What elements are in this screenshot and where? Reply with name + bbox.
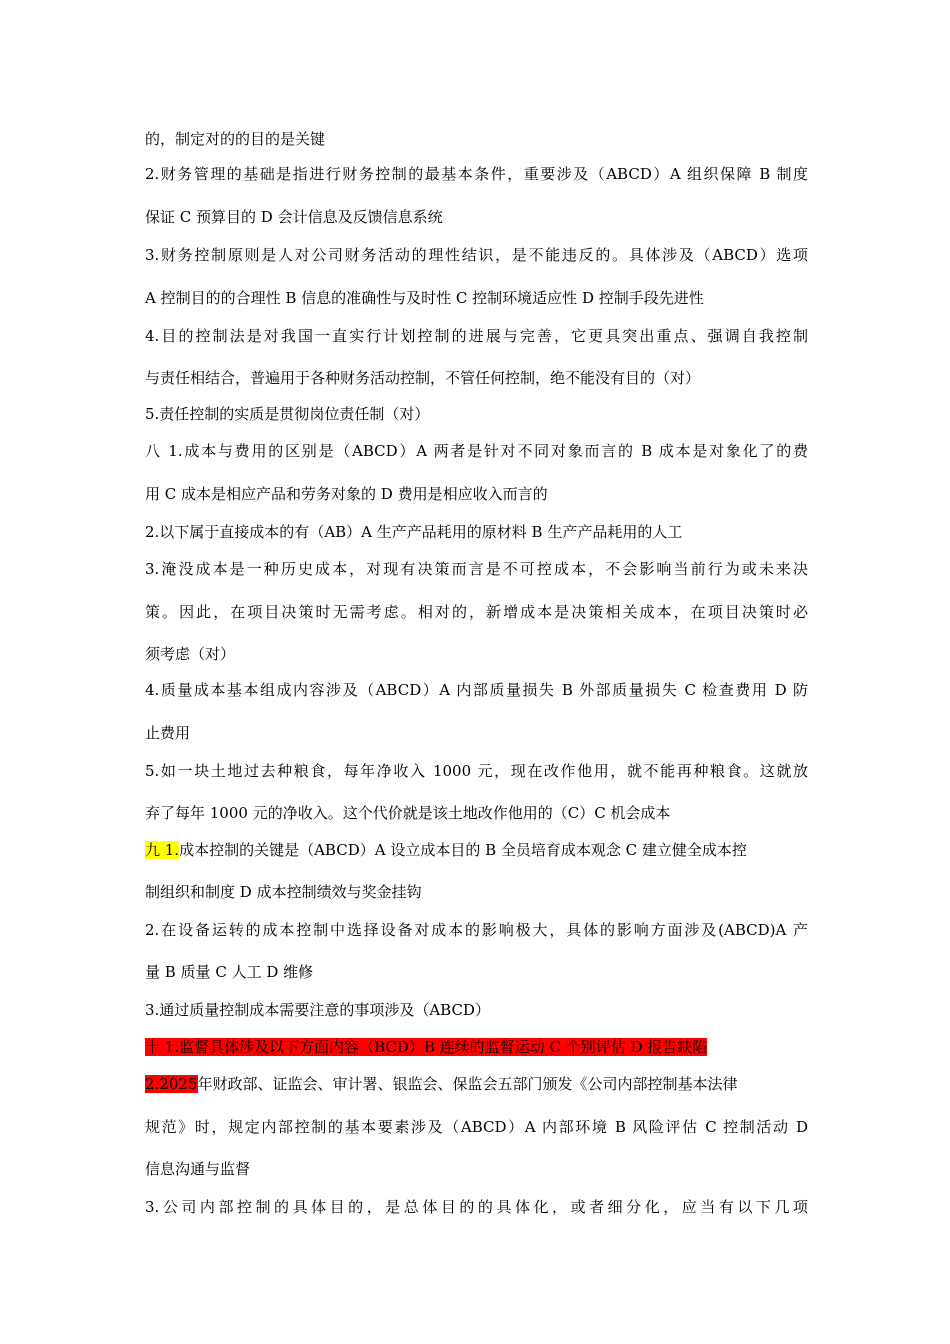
yellow-highlight: 九 1. bbox=[145, 841, 180, 859]
text-line-16: 止费用 bbox=[145, 724, 191, 742]
text-line-28: 3.公司内部控制的具体目的，是总体目的的具体化，或者细分化，应当有以下几项 bbox=[145, 1198, 808, 1216]
red-highlight-line: 十 1.监督具体涉及以下方面内容（BCD）B 连续的监督运动 C 个别评估 D 报告缺陷 bbox=[145, 1038, 708, 1056]
text-line-19 bbox=[145, 839, 808, 860]
text-line-5: A 控制目的的合理性 B 信息的准确性与及时性 C 控制环境适应性 D 控制手段先进性 bbox=[145, 289, 704, 307]
text-line-14: 须考虑（对） bbox=[145, 645, 236, 663]
text-line-25-rest: 年财政部、证监会、审计署、银监会、保监会五部门颁发《公司内部控制基本法律 bbox=[197, 1075, 738, 1093]
text-line-24 bbox=[145, 1036, 707, 1057]
text-line-17: 5.如一块土地过去种粮食，每年净收入 1000 元，现在改作他用，就不能再种粮食。这就放 bbox=[145, 762, 808, 780]
text-line-27: 信息沟通与监督 bbox=[145, 1160, 251, 1178]
text-line-13: 策。因此，在项目决策时无需考虑。相对的，新增成本是决策相关成本，在项目决策时必 bbox=[145, 603, 808, 621]
text-line-25 bbox=[145, 1073, 808, 1094]
text-line-23: 3.通过质量控制成本需要注意的事项涉及（ABCD） bbox=[145, 1001, 490, 1019]
text-line-8: 5.责任控制的实质是贯彻岗位责任制（对） bbox=[145, 405, 430, 423]
text-line-15: 4.质量成本基本组成内容涉及（ABCD）A 内部质量损失 B 外部质量损失 C 检查费用 D 防 bbox=[145, 681, 808, 699]
text-line-3: 保证 C 预算目的 D 会计信息及反馈信息系统 bbox=[145, 208, 443, 226]
text-line-10: 用 C 成本是相应产品和劳务对象的 D 费用是相应收入而言的 bbox=[145, 485, 548, 503]
text-line-7: 与责任相结合，普遍用于各种财务活动控制，不管任何控制，绝不能没有目的（对） bbox=[145, 369, 701, 387]
text-line-9: 八 1.成本与费用的区别是（ABCD）A 两者是针对不同对象而言的 B 成本是对象化了的费 bbox=[145, 442, 808, 460]
text-line-4: 3.财务控制原则是人对公司财务活动的理性结识，是不能违反的。具体涉及（ABCD）选项 bbox=[145, 246, 808, 264]
text-line-2: 2.财务管理的基础是指进行财务控制的最基本条件，重要涉及（ABCD）A 组织保障 B 制度 bbox=[145, 165, 808, 183]
text-line-12: 3.淹没成本是一种历史成本，对现有决策而言是不可控成本，不会影响当前行为或未来决 bbox=[145, 560, 808, 578]
text-line-21: 2.在设备运转的成本控制中选择设备对成本的影响极大，具体的影响方面涉及(ABCD)A 产 bbox=[145, 921, 808, 939]
text-line-22: 量 B 质量 C 人工 D 维修 bbox=[145, 963, 314, 981]
text-line-18: 弃了每年 1000 元的净收入。这个代价就是该土地改作他用的（C）C 机会成本 bbox=[145, 804, 671, 822]
text-line-11: 2.以下属于直接成本的有（AB）A 生产产品耗用的原材料 B 生产产品耗用的人工 bbox=[145, 523, 683, 541]
text-line-6: 4.目的控制法是对我国一直实行计划控制的进展与完善，它更具突出重点、强调自我控制 bbox=[145, 327, 808, 345]
text-line-1: 的，制定对的的目的是关键 bbox=[145, 130, 326, 148]
text-line-19-rest: 成本控制的关键是（ABCD）A 设立成本目的 B 全员培育成本观念 C 建立健全成本控 bbox=[179, 841, 747, 859]
text-line-20: 制组织和制度 D 成本控制绩效与奖金挂钩 bbox=[145, 883, 422, 901]
red-highlight-year: 2.2025 bbox=[145, 1075, 198, 1093]
text-line-26: 规范》时，规定内部控制的基本要素涉及（ABCD）A 内部环境 B 风险评估 C 控制活动 D bbox=[145, 1118, 808, 1136]
